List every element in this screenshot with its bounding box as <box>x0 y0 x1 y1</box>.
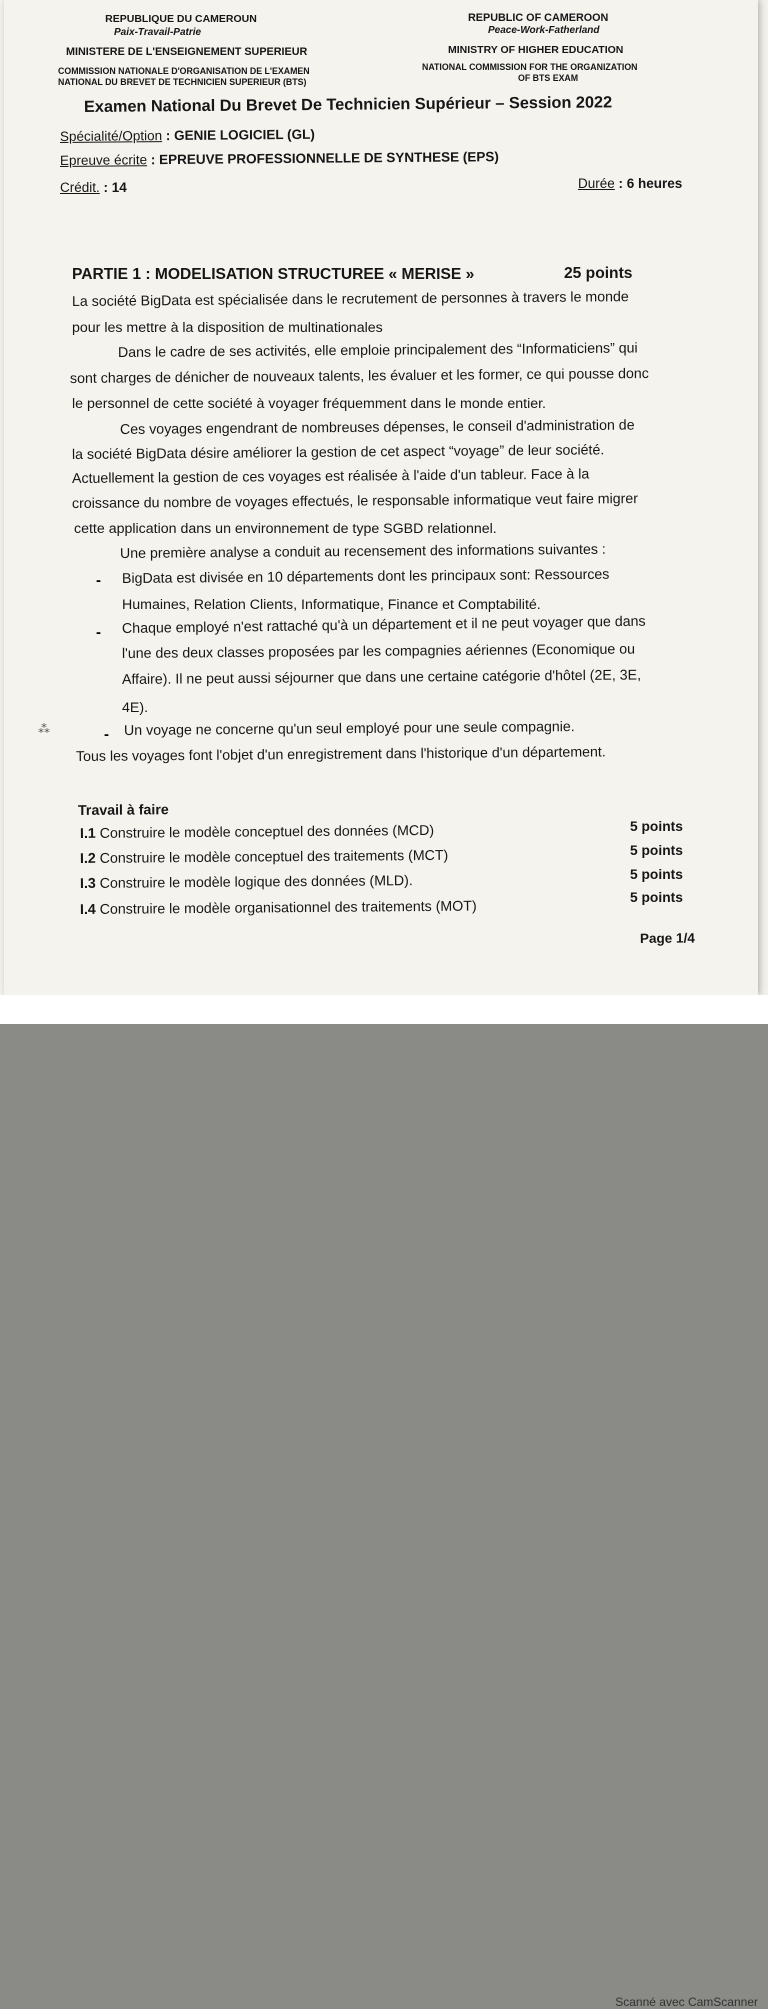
closing-line: Tous les voyages font l'objet d'un enregistrement dans l'historique d'un département. <box>75 744 606 765</box>
work-item <box>80 899 477 918</box>
work-item-text: Construire le modèle organisationnel des traitements (MOT) <box>99 898 477 918</box>
credit-value: : 14 <box>99 180 127 195</box>
work-item-number: I.1 <box>79 825 96 842</box>
bullet-line: BigData est divisée en 10 départements dont les principaux sont: Ressources <box>121 566 610 587</box>
work-item-points: 5 points <box>630 890 683 905</box>
paragraph-line: Actuellement la gestion de ces voyages est réalisée à l'aide d'un tableur. Face à la <box>71 466 590 487</box>
header-left-commission-2: NATIONAL DU BREVET DE TECHNICIEN SUPERIEUR (BTS) <box>58 77 307 87</box>
bullet-line: Un voyage ne concerne qu'un seul employé pour une seule compagnie. <box>123 719 575 739</box>
paragraph-line: pour les mettre à la disposition de multinationales <box>72 320 383 336</box>
work-item-text: Construire le modèle logique des données (MLD). <box>99 873 413 892</box>
work-item-points: 5 points <box>630 867 683 882</box>
bullet-marker: - <box>104 726 109 743</box>
epreuve-value: : EPREUVE PROFESSIONNELLE DE SYNTHESE (EPS) <box>146 149 499 168</box>
header-left-commission-1: COMMISSION NATIONALE D'ORGANISATION DE L'EXAMEN <box>58 66 310 76</box>
scanner-watermark: Scanné avec CamScanner <box>615 1995 758 2009</box>
header-left-motto: Paix-Travail-Patrie <box>114 27 202 38</box>
bullet-line: 4E). <box>122 700 149 716</box>
paragraph-line: Dans le cadre de ses activités, elle emploie principalement des “Informaticiens” qui <box>117 340 638 361</box>
work-item <box>80 823 434 842</box>
work-item <box>80 873 413 892</box>
part1-title: PARTIE 1 : MODELISATION STRUCTUREE « MERISE » <box>72 266 475 283</box>
work-item-text: Construire le modèle conceptuel des traitements (MCT) <box>99 847 449 867</box>
scan-smudge-icon: ⁂ <box>38 722 50 736</box>
work-title: Travail à faire <box>77 802 169 819</box>
exam-title: Examen National Du Brevet De Technicien Supérieur – Session 2022 <box>83 93 613 116</box>
bullet-marker: - <box>96 624 101 641</box>
bullet-line: Chaque employé n'est rattaché qu'à un département et il ne peut voyager que dans <box>121 613 646 637</box>
paragraph-line: La société BigData est spécialisée dans le recrutement de personnes à travers le monde <box>71 289 629 310</box>
speciality-line <box>60 127 315 144</box>
paragraph-line: cette application dans un environnement de type SGBD relationnel. <box>74 521 497 537</box>
credit-line <box>60 180 127 195</box>
paragraph-line: Ces voyages engendrant de nombreuses dépenses, le conseil d'administration de <box>119 417 635 438</box>
credit-label: Crédit. <box>60 180 100 195</box>
speciality-label: Spécialité/Option <box>59 128 163 144</box>
duree-value: : 6 heures <box>614 176 683 191</box>
header-left-ministry: MINISTERE DE L'ENSEIGNEMENT SUPERIEUR <box>66 46 308 58</box>
header-right-motto: Peace-Work-Fatherland <box>488 25 600 36</box>
bullet-line: Humaines, Relation Clients, Informatique, Finance et Comptabilité. <box>122 597 541 613</box>
work-item-number: I.2 <box>79 850 96 867</box>
work-item-text: Construire le modèle conceptuel des données (MCD) <box>99 822 435 842</box>
work-item-points: 5 points <box>630 819 683 834</box>
paragraph-line: Une première analyse a conduit au recensement des informations suivantes : <box>119 541 606 562</box>
bullet-marker: - <box>96 572 101 589</box>
epreuve-line <box>60 149 499 168</box>
duree-line <box>578 176 682 191</box>
header-left-country: REPUBLIQUE DU CAMEROUN <box>105 13 257 25</box>
work-item-number: I.4 <box>79 901 96 918</box>
work-item <box>80 848 448 867</box>
scanner-footer <box>0 995 768 2009</box>
header-right-commission-2: OF BTS EXAM <box>518 73 579 83</box>
bullet-line: Affaire). Il ne peut aussi séjourner que dans une certaine catégorie d'hôtel (2E, 3E, <box>121 667 642 688</box>
paragraph-line: croissance du nombre de voyages effectués, le responsable informatique veut faire migrer <box>71 491 639 512</box>
bullet-line: l'une des deux classes proposées par les compagnies aériennes (Economique ou <box>121 641 636 662</box>
header-right-country: REPUBLIC OF CAMEROON <box>468 12 609 24</box>
header-right-ministry: MINISTRY OF HIGHER EDUCATION <box>448 44 624 56</box>
paragraph-line: le personnel de cette société à voyager fréquemment dans le monde entier. <box>72 396 546 412</box>
exam-sheet <box>4 0 758 995</box>
page-number: Page 1/4 <box>639 930 695 946</box>
work-item-points: 5 points <box>630 843 683 858</box>
epreuve-label: Epreuve écrite <box>59 152 148 168</box>
duree-label: Durée <box>578 176 615 191</box>
paragraph-line: la société BigData désire améliorer la gestion de cet aspect “voyage” de leur société. <box>71 442 605 463</box>
part1-points: 25 points <box>564 265 633 282</box>
speciality-value: : GENIE LOGICIEL (GL) <box>161 126 315 144</box>
header-right-commission-1: NATIONAL COMMISSION FOR THE ORGANIZATION <box>422 62 638 72</box>
paragraph-line: sont charges de dénicher de nouveaux talents, les évaluer et les former, ce qui pousse donc <box>69 365 649 387</box>
work-item-number: I.3 <box>79 875 96 892</box>
